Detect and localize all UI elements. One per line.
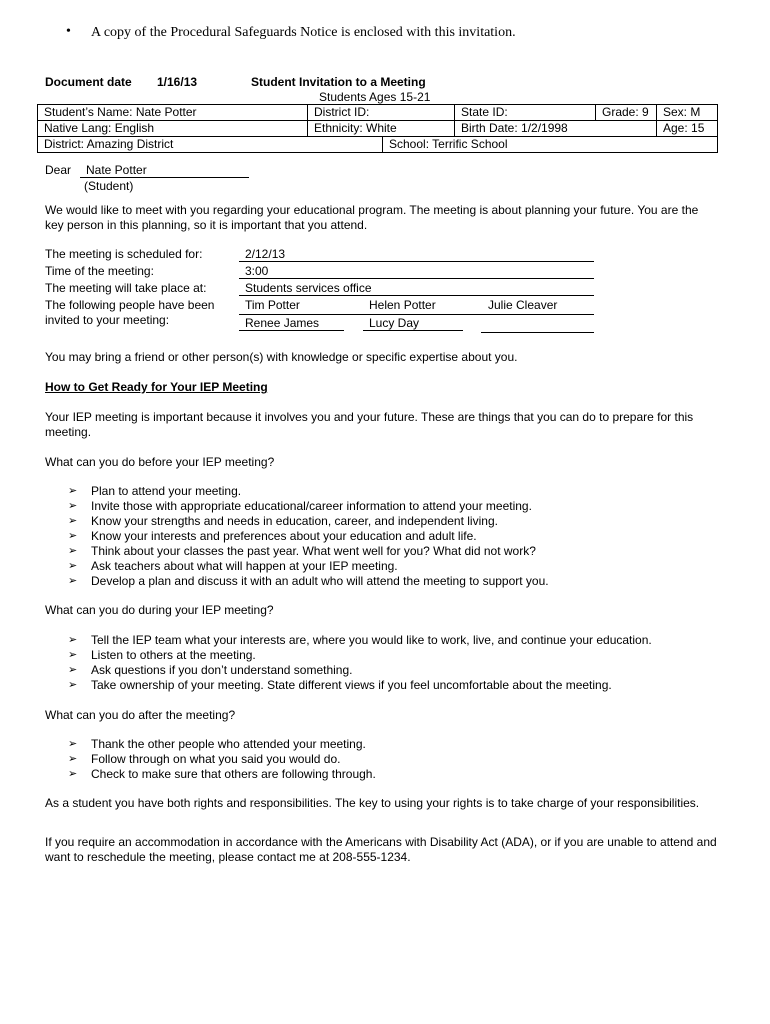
arrow-bullet-icon: ➢	[68, 664, 78, 676]
arrow-bullet-icon: ➢	[68, 738, 78, 750]
list-item: ➢ Follow through on what you said you would do.	[68, 752, 341, 766]
rights-paragraph: As a student you have both rights and responsibilities. The key to using your rights is to take charge of your responsibilities.	[45, 796, 700, 810]
student-info-table	[37, 104, 718, 153]
meeting-date-value: 2/12/13	[239, 247, 594, 262]
invitee-name: Renee James	[239, 316, 344, 331]
arrow-bullet-icon: ➢	[68, 649, 78, 661]
student-name-cell: Student’s Name: Nate Potter	[38, 105, 308, 121]
invitee-name: Julie Cleaver	[488, 298, 558, 312]
arrow-bullet-icon: ➢	[68, 634, 78, 646]
document-title: Student Invitation to a Meeting	[251, 75, 426, 89]
invitee-name: Lucy Day	[363, 316, 463, 331]
arrow-bullet-icon: ➢	[68, 545, 78, 557]
meeting-time-label: Time of the meeting:	[45, 264, 154, 278]
native-language-cell: Native Lang: English	[38, 121, 308, 137]
list-item: ➢ Ask questions if you don’t understand something.	[68, 663, 353, 677]
list-item: ➢ Develop a plan and discuss it with an adult who will attend the meeting to support you.	[68, 574, 549, 588]
bring-friend-text: You may bring a friend or other person(s) with knowledge or specific expertise about you.	[45, 350, 518, 364]
after-question: What can you do after the meeting?	[45, 708, 236, 722]
district-id-cell: District ID:	[308, 105, 455, 121]
student-name-line: Nate Potter	[80, 163, 249, 178]
before-list	[45, 484, 549, 589]
arrow-bullet-icon: ➢	[68, 530, 78, 542]
list-item: ➢ Invite those with appropriate educational/career information to attend your meeting.	[68, 499, 532, 513]
birth-date-cell: Birth Date: 1/2/1998	[455, 121, 657, 137]
meeting-time-value: 3:00	[239, 264, 594, 279]
arrow-bullet-icon: ➢	[68, 515, 78, 527]
ethnicity-cell: Ethnicity: White	[308, 121, 455, 137]
age-cell: Age: 15	[657, 121, 718, 137]
intro-paragraph: We would like to meet with you regarding your educational program. The meeting is about planning your future. You are the key person in this planning, so it is important that you attend.	[45, 203, 699, 232]
bullet-icon: •	[66, 24, 71, 39]
before-question: What can you do before your IEP meeting?	[45, 455, 275, 469]
arrow-bullet-icon: ➢	[68, 679, 78, 691]
arrow-bullet-icon: ➢	[68, 500, 78, 512]
arrow-bullet-icon: ➢	[68, 768, 78, 780]
grade-cell: Grade: 9	[596, 105, 657, 121]
state-id-cell: State ID:	[455, 105, 596, 121]
document-date-value: 1/16/13	[157, 75, 198, 89]
meeting-place-label: The meeting will take place at:	[45, 281, 207, 295]
arrow-bullet-icon: ➢	[68, 753, 78, 765]
ada-paragraph: If you require an accommodation in accordance with the Americans with Disability Act (ADA), or if you are unable to attend and want to reschedule the meeting, please contact me at 208-555-1234.	[45, 835, 717, 864]
how-to-intro: Your IEP meeting is important because it involves you and your future. These are things that you can do to prepare for this meeting.	[45, 410, 694, 439]
list-item: ➢ Listen to others at the meeting.	[68, 648, 256, 662]
list-item: ➢ Take ownership of your meeting. State different views if you feel uncomfortable about the meeting.	[68, 678, 612, 692]
list-item: ➢ Thank the other people who attended your meeting.	[68, 737, 366, 751]
list-item: ➢ Ask teachers about what will happen at your IEP meeting.	[68, 559, 398, 573]
document-subtitle: Students Ages 15-21	[319, 90, 431, 104]
arrow-bullet-icon: ➢	[68, 575, 78, 587]
invitees-label-line1: The following people have been	[45, 298, 215, 312]
after-list	[45, 737, 376, 782]
list-item: ➢ Check to make sure that others are following through.	[68, 767, 376, 781]
district-cell: District: Amazing District	[38, 137, 383, 153]
during-question: What can you do during your IEP meeting?	[45, 603, 274, 617]
list-item: ➢ Know your strengths and needs in education, career, and independent living.	[68, 514, 498, 528]
invitee-name: Helen Potter	[369, 298, 436, 312]
meeting-place-value: Students services office	[239, 281, 594, 296]
list-item: ➢ Tell the IEP team what your interests are, where you would like to work, live, and continue your education.	[68, 633, 652, 647]
list-item: ➢ Plan to attend your meeting.	[68, 484, 242, 498]
list-item: ➢ Think about your classes the past year. What went well for you? What did not work?	[68, 544, 536, 558]
list-item: ➢ Know your interests and preferences about your education and adult life.	[68, 529, 477, 543]
sex-cell: Sex: M	[657, 105, 718, 121]
school-cell: School: Terrific School	[383, 137, 718, 153]
document-date-label: Document date	[45, 75, 132, 89]
how-to-heading: How to Get Ready for Your IEP Meeting	[45, 380, 268, 394]
arrow-bullet-icon: ➢	[68, 560, 78, 572]
arrow-bullet-icon: ➢	[68, 485, 78, 497]
safeguards-notice-line: A copy of the Procedural Safeguards Notice is enclosed with this invitation.	[91, 25, 516, 40]
invitee-name: Tim Potter	[245, 298, 300, 312]
invitees-label-line2: invited to your meeting:	[45, 313, 170, 327]
invitee-blank-slot	[481, 316, 594, 333]
student-caption: (Student)	[84, 179, 134, 193]
during-list	[45, 633, 652, 693]
meeting-date-label: The meeting is scheduled for:	[45, 247, 203, 261]
salutation-dear: Dear	[45, 163, 72, 177]
